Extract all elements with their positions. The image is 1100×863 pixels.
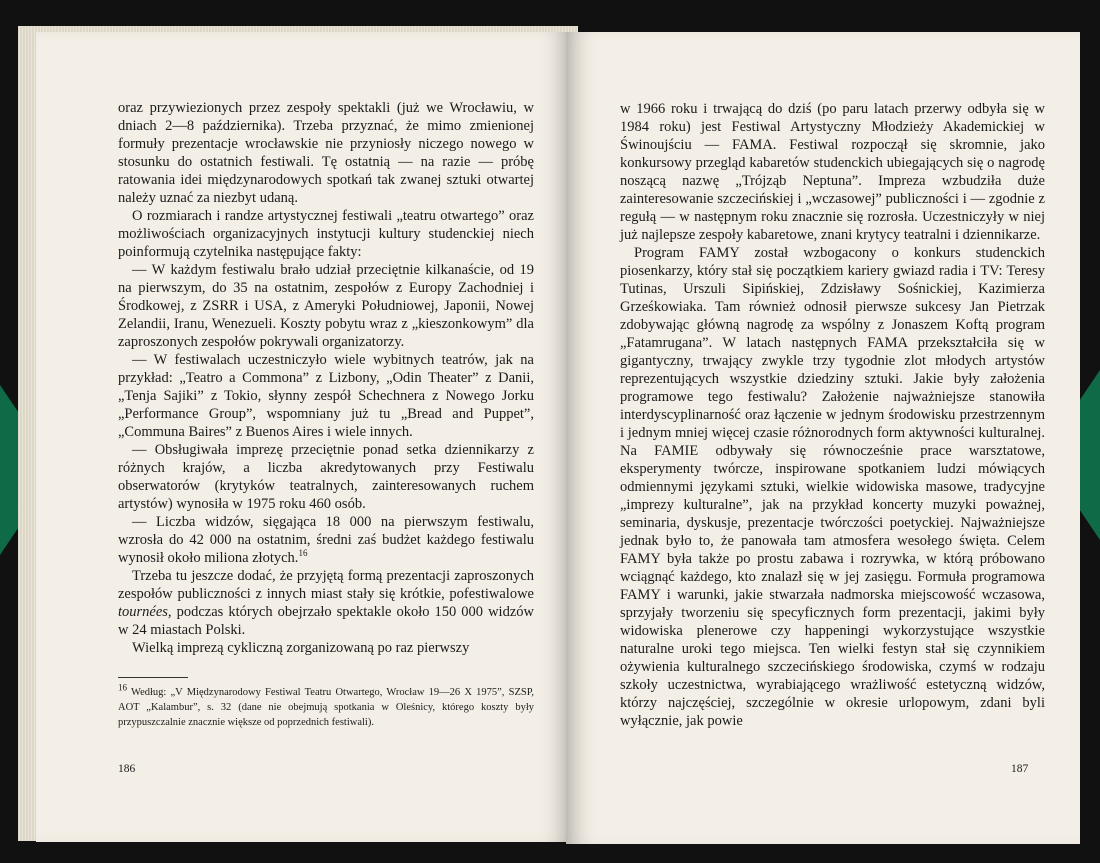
paragraph-text: — Liczba widzów, sięgająca 18 000 na pierwszym festiwalu, wzrosła do 42 000 na ostatnim, średni zaś budżet każdego festiwalu wynosił około miliona złotych. [118, 514, 534, 566]
page-number-right: 187 [1011, 763, 1029, 775]
paragraph-text: podczas których obejrzało spektakle około 150 000 widzów w 24 miastach Polski. [118, 604, 534, 638]
paragraph: — W każdym festiwalu brało udział przeciętnie kilkanaście, od 19 na pierwszym, do 35 na ostatnim, zespołów z Europy Zachodniej i Środkowej, z ZSRR i USA, z Ameryki Południowej, Japonii, Nowej Zelandii, Iranu, Wenezueli. Koszty pobytu wraz z „kieszonkowym” dla zaproszonych zespołów pokrywali organizatorzy. [118, 262, 534, 350]
left-page-body [118, 99, 534, 657]
footnote-number: 16 [118, 682, 127, 693]
footnote-reference: 16 [298, 548, 308, 559]
italic-term: tournées, [118, 604, 172, 620]
footnote-text: Według: „V Międzynarodowy Festiwal Teatru Otwartego, Wrocław 19—26 X 1975”, SZSP, AOT „Kalambur”, s. 32 (dane nie obejmują spotkania w Oleśnicy, którego koszty były przypuszczalnie znacznie większe od poprzednich festiwali). [118, 687, 534, 728]
paragraph: Wielką imprezą cykliczną zorganizowaną po raz pierwszy [132, 640, 470, 656]
paragraph: O rozmiarach i randze artystycznej festiwali „teatru otwartego” oraz możliwościach organizacyjnych instytucji kultury studenckiej niech poinformują czytelnika następujące fakty: [118, 208, 534, 260]
right-page [566, 32, 1080, 844]
paragraph: Program FAMY został wzbogacony o konkurs studenckich piosenkarzy, który stał się początkiem kariery gwiazd radia i TV: Teresy Tutinas, Urszuli Sipińskiej, Zdzisławy Sośnickiej, Kazimierza Grześkowiaka. Tam również odnosił pierwsze sukcesy Jan Pietrzak zdobywając główną nagrodę za wspólny z Jonaszem Koftą program „Fatamrugana”. W latach następnych FAMA przekształciła się w gigantyczny, trwający zwykle trzy tygodnie zlot młodych artystów reprezentujących wszystkie dziedziny sztuki. Jakie były założenia programowe tego festiwalu? Założenie najważniejsze stanowiła interdyscyplinarność oraz łączenie w jednym środowisku przestrzennym i jednym mniej więcej czasie różnorodnych form aktywności kulturalnej. Na FAMIE odbywały się równocześnie prace warsztatowe, eksperymenty twórcze, inspirowane spotkaniem ludzi mówiących odmiennymi językami sztuki, wielkie widowiska masowe, tradycyjne „imprezy kulturalne”, jak na przykład koncerty muzyki poważnej, seminaria, dyskusje, prezentacje twórczości poetyckiej. Najważniejsze jednak było to, że panowała tam atmosfera wesołego święta. Celem FAMY była także po prostu zabawa i rozrywka, w którą próbowano wciągnąć każdego, kto znalazł się w jej zasięgu. Formuła programowa FAMY i warunki, jakie stwarzała nadmorska miejscowość wczasowa, sprzyjały tworzeniu się specyficznych form prezentacji, jakimi były widowiska plenerowe czy happeningi wykorzystujące wszystkie naturalne uroki tego miejsca. Ten wielki festyn stał się czynnikiem ożywienia kulturalnego szczecińskiego środowiska, czymś w rodzaju szkoły uczestnictwa, wyrabiającego wrażliwość estetyczną widzów, którzy najczęściej, szczególnie w okresie urlopowym, zdani byli wyłącznie, jak powie [620, 245, 1045, 729]
footnote-divider [118, 677, 188, 678]
footnote [118, 682, 534, 730]
paragraph-tournees [118, 567, 534, 639]
page-number-left: 186 [118, 763, 136, 775]
right-page-body [620, 100, 1045, 730]
paragraph: oraz przywiezionych przez zespoły spektakli (już we Wrocławiu, w dniach 2—8 października). Trzeba przyznać, że mimo zmienionej formuły prezentacje wrocławskie nie przyniosły niczego nowego w stosunku do ostatnich festiwali. Tę ostatnią — na razie — próbę ratowania idei międzynarodowych spotkań tak zwanej sztuki otwartej należy uznać za niezbyt udaną. [118, 100, 534, 206]
paragraph-text: Trzeba tu jeszcze dodać, że przyjętą formą prezentacji zaproszonych zespołów publiczności z innych miast stały się krótkie, pofestiwalowe [118, 568, 534, 602]
paragraph: — W festiwalach uczestniczyło wiele wybitnych teatrów, jak na przykład: „Teatro a Commona” z Lizbony, „Odin Theater” z Danii, „Tenja Sajiki” z Tokio, słynny zespół Schechnera z Nowego Jorku „Performance Group”, wspomniany już tu „Bread and Puppet”, „Communa Baires” z Buenos Aires i wiele innych. [118, 352, 534, 440]
paragraph: — Obsługiwała imprezę przeciętnie ponad setka dziennikarzy z różnych krajów, a liczba akredytowanych przy Festiwalu obserwatorów (krytyków teatralnych, zainteresowanych ruchem artystów) wynosiła w 1975 roku 460 osób. [118, 442, 534, 512]
left-page [36, 32, 570, 842]
paragraph-with-footnote [118, 513, 534, 567]
paragraph: w 1966 roku i trwającą do dziś (po paru latach przerwy odbyła się w 1984 roku) jest Festiwal Artystyczny Młodzieży Akademickiej w Świnoujściu — FAMA. Festiwal rozpoczął się skromnie, jako konkursowy przegląd kabaretów studenckich ubiegających się o nagrodę noszącą nazwę „Trójząb Neptuna”. Impreza wzbudziła duże zainteresowanie szczecińskiej i „wczasowej” publiczności i — zgodnie z regułą — w następnym roku znacznie się rozrosła. Uczestniczyły w niej już najlepsze zespoły kabaretowe, znani krytycy teatralni i dziennikarze. [620, 101, 1045, 243]
